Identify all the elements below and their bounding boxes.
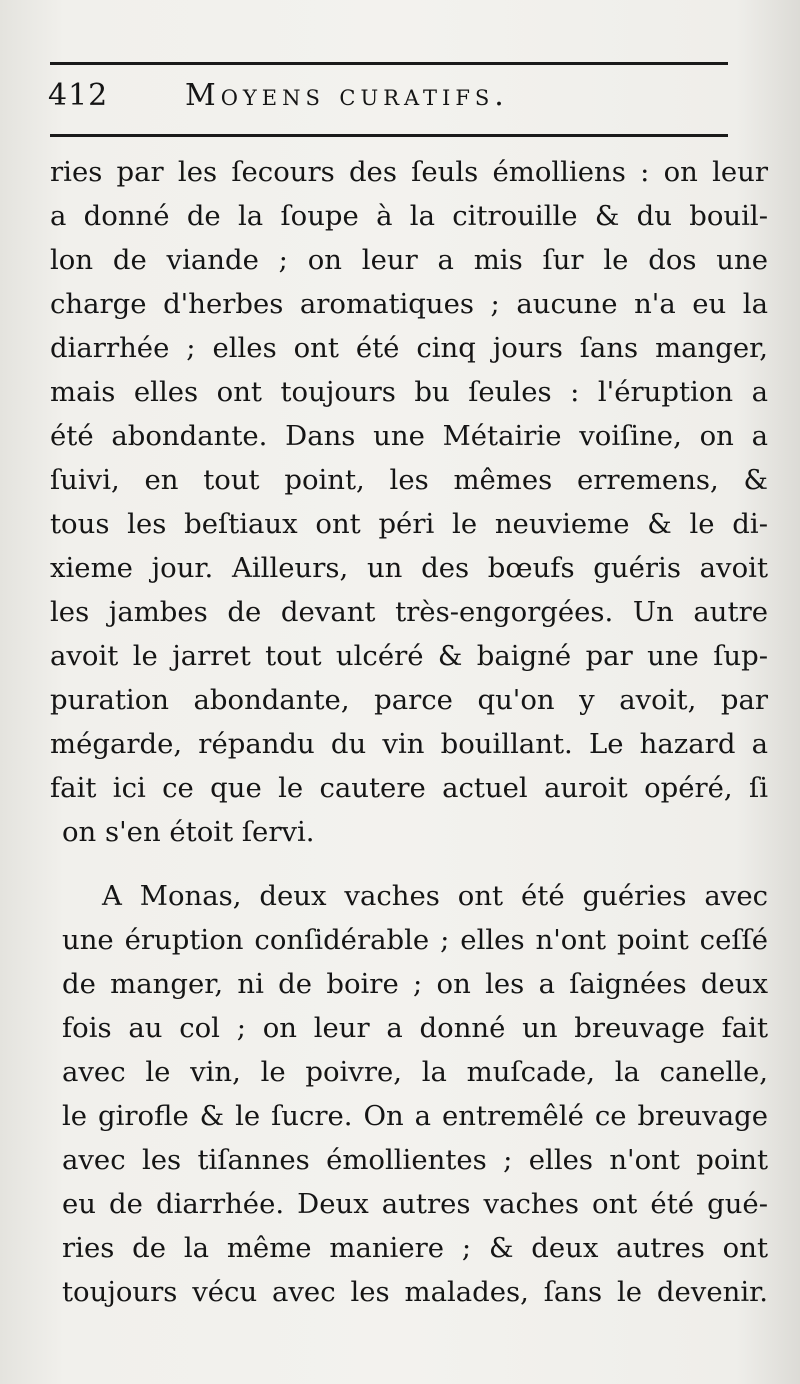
running-head: Moyens curatifs. bbox=[185, 78, 509, 113]
header-top-rule bbox=[50, 62, 728, 65]
text-line: a donné de la ſoupe à la citrouille & du bouil- bbox=[50, 200, 768, 232]
text-line: fait ici ce que le cautere actuel auroit opéré, ſi bbox=[50, 772, 768, 804]
text-line: ſuivi, en tout point, les mêmes erremens, & bbox=[50, 464, 768, 496]
text-line: mégarde, répandu du vin bouillant. Le hazard a bbox=[50, 728, 768, 760]
header-bottom-rule bbox=[50, 134, 728, 137]
text-line: avec les tiſannes émollientes ; elles n'ont point bbox=[62, 1144, 768, 1176]
text-line: ries de la même maniere ; & deux autres ont bbox=[62, 1232, 768, 1264]
text-line: charge d'herbes aromatiques ; aucune n'a eu la bbox=[50, 288, 768, 320]
text-line: avoit le jarret tout ulcéré & baigné par une ſup- bbox=[50, 640, 768, 672]
text-line: on s'en étoit ſervi. bbox=[62, 816, 315, 848]
text-line: puration abondante, parce qu'on y avoit, par bbox=[50, 684, 768, 716]
text-line: toujours vécu avec les malades, ſans le devenir. bbox=[62, 1276, 768, 1308]
text-line: les jambes de devant très-engorgées. Un autre bbox=[50, 596, 768, 628]
text-line: mais elles ont toujours bu ſeules : l'éruption a bbox=[50, 376, 768, 408]
text-line: ries par les ſecours des ſeuls émolliens : on leur bbox=[50, 156, 768, 188]
text-line: le girofle & le ſucre. On a entremêlé ce breuvage bbox=[62, 1100, 768, 1132]
text-line: tous les beſtiaux ont péri le neuvieme & le di- bbox=[50, 508, 768, 540]
text-line: xieme jour. Ailleurs, un des bœufs guéris avoit bbox=[50, 552, 768, 584]
text-line: avec le vin, le poivre, la muſcade, la canelle, bbox=[62, 1056, 768, 1088]
text-line: une éruption conſidérable ; elles n'ont point ceſſé bbox=[62, 924, 768, 956]
text-line: lon de viande ; on leur a mis ſur le dos une bbox=[50, 244, 768, 276]
text-line: diarrhée ; elles ont été cinq jours ſans manger, bbox=[50, 332, 768, 364]
text-line: été abondante. Dans une Métairie voiſine, on a bbox=[50, 420, 768, 452]
paragraph-first-line: A Monas, deux vaches ont été guéries avec bbox=[102, 880, 768, 912]
text-line: de manger, ni de boire ; on les a ſaignées deux bbox=[62, 968, 768, 1000]
page-number: 412 bbox=[48, 78, 109, 113]
text-line: eu de diarrhée. Deux autres vaches ont été gué- bbox=[62, 1188, 768, 1220]
text-line: fois au col ; on leur a donné un breuvage fait bbox=[62, 1012, 768, 1044]
